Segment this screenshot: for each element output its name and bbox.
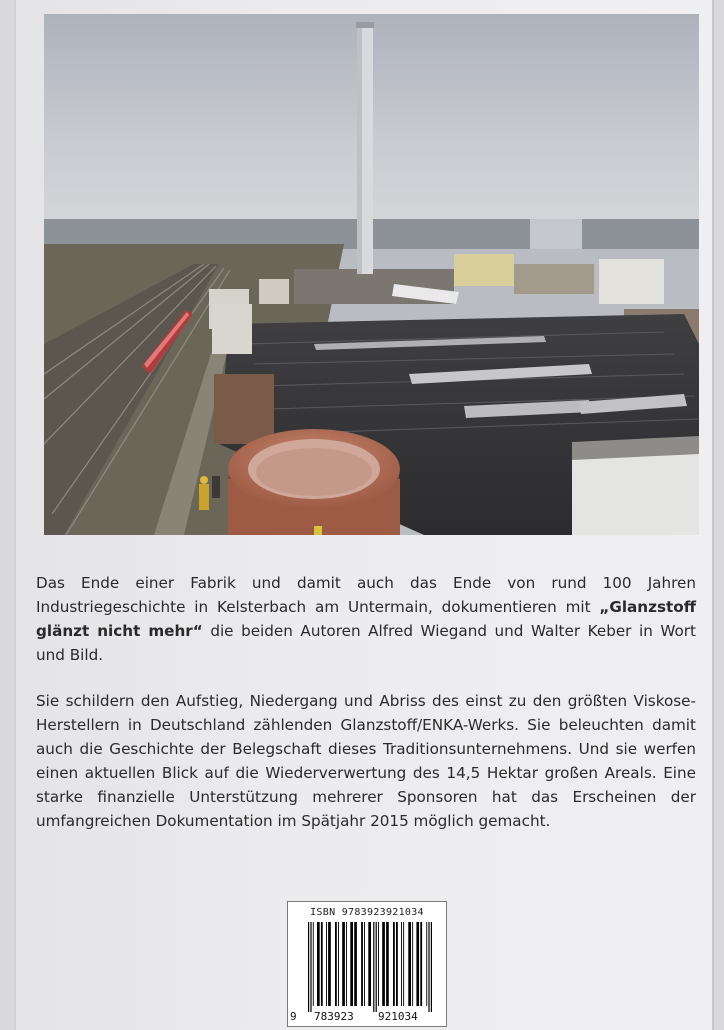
barcode-bar (321, 922, 323, 1006)
barcode-bar (361, 922, 363, 1006)
blurb-p1-intro: Das Ende einer Fabrik und damit auch das Ende von rund 100 Jahren Industriegeschichte in Kelsterbach am Untermain, dokumentieren mit (36, 574, 696, 616)
barcode-bar (338, 922, 339, 1006)
barcode-bar (313, 922, 314, 1006)
barcode-bar (342, 922, 345, 1006)
barcode-bar (382, 922, 385, 1006)
barcode-bar (393, 922, 395, 1006)
barcode-bar (368, 922, 371, 1006)
barcode-digit-first: 9 (290, 1010, 297, 1023)
book-title-mention: „Glanzstoff glänzt nicht mehr“ (36, 598, 696, 640)
book-back-cover (14, 0, 714, 1030)
barcode-bar (420, 922, 422, 1006)
barcode-bar (416, 922, 419, 1006)
barcode-bar (373, 922, 374, 1012)
isbn-label: ISBN 9783923921034 (310, 907, 424, 918)
barcode-bar (378, 922, 379, 1006)
blurb-paragraph-2: Sie schildern den Aufstieg, Niedergang und Abriss des einst zu den größten Viskose-Herstellern in Deutschland zählenden Glanzstoff/ENKA-Werks. Sie beleuchten damit auch die Geschichte der Belegschaft dieses Traditionsunternehmens. Und sie werfen einen aktuellen Blick auf die Wiederverwertung des 14,5 Hektar großen Areals. Eine starke finanzielle Unterstützung mehrerer Sponsoren hat das Erscheinen der umfangreichen Dokumentation im Spätjahr 2015 möglich gemacht. (36, 692, 696, 830)
barcode-bar (335, 922, 337, 1006)
barcode-bar (428, 922, 429, 1012)
barcode-bar (431, 922, 432, 1012)
barcode-bar (412, 922, 413, 1006)
barcode-bar (350, 922, 353, 1006)
barcode-digits-left: 783923 (314, 1010, 354, 1023)
barcode-bar (354, 922, 357, 1006)
blurb-paragraph-1 (36, 571, 696, 667)
barcode-bar (317, 922, 320, 1006)
barcode-bar (310, 922, 311, 1012)
cover-photo (44, 14, 699, 535)
barcode-bar (386, 922, 389, 1006)
barcode-bar (326, 922, 327, 1006)
isbn-barcode (287, 901, 447, 1027)
barcode-bar (308, 922, 309, 1012)
barcode-digits-right: 921034 (378, 1010, 418, 1023)
barcode-bars (300, 922, 436, 1012)
barcode-bar (364, 922, 365, 1006)
barcode-bar (328, 922, 331, 1006)
blurb-p1-end: die beiden Autoren Alfred Wiegand und Walter Keber in Wort und Bild. (36, 622, 696, 664)
barcode-bar (408, 922, 411, 1006)
barcode-bar (376, 922, 377, 1012)
blurb-text (36, 571, 696, 855)
barcode-bar (396, 922, 398, 1006)
barcode-bar (401, 922, 402, 1006)
factory-demolition-photo (44, 14, 699, 535)
barcode-bar (403, 922, 404, 1006)
barcode-bar (426, 922, 427, 1006)
barcode-bar (346, 922, 347, 1006)
